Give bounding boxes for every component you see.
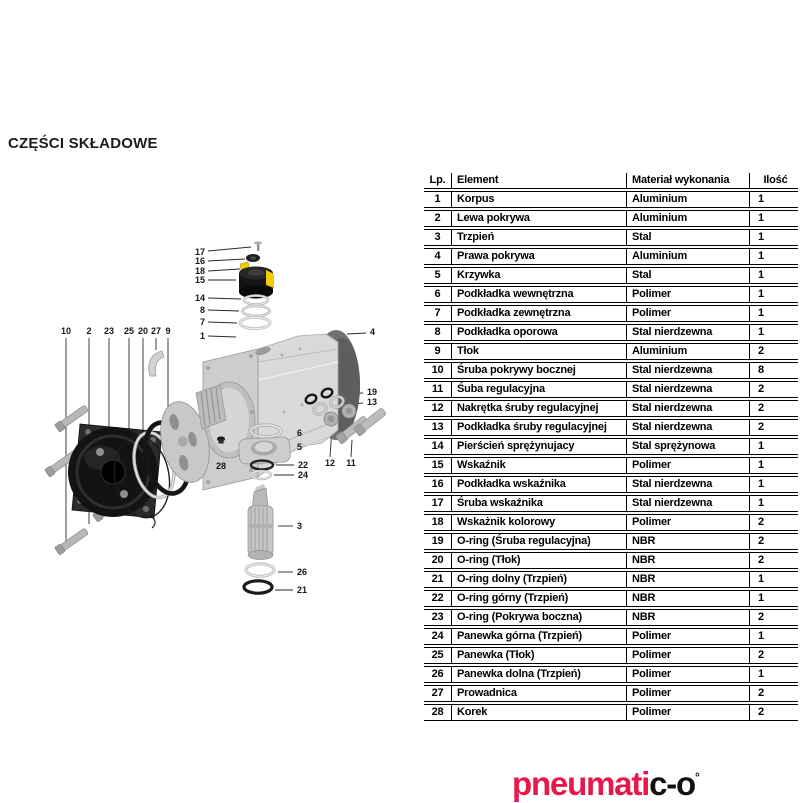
lp-cell: 11: [424, 381, 451, 398]
lp-cell: 8: [424, 324, 451, 341]
element-cell: Śruba wskaźnika: [451, 495, 626, 512]
table-row: [424, 571, 798, 588]
table-row: [424, 609, 798, 626]
element-cell: Podkładka wskaźnika: [451, 476, 626, 493]
element-cell: Śuba regulacyjna: [451, 381, 626, 398]
callout-number-20: 20: [137, 326, 149, 336]
qty-cell: 2: [749, 514, 798, 531]
qty-cell: 1: [749, 590, 798, 607]
element-cell: Panewka (Tłok): [451, 647, 626, 664]
table-row: [424, 248, 798, 265]
qty-cell: 1: [749, 267, 798, 284]
left-cover-assembly: [45, 351, 226, 555]
callout-number-23: 23: [103, 326, 115, 336]
qty-cell: 1: [749, 229, 798, 246]
callout-number-14: 14: [194, 293, 205, 303]
callout-number-25: 25: [123, 326, 135, 336]
material-cell: NBR: [626, 609, 749, 626]
element-cell: Śruba pokrywy bocznej: [451, 362, 626, 379]
element-cell: Prawa pokrywa: [451, 248, 626, 265]
callout-number-28: 28: [215, 461, 227, 471]
leader-line-18: [208, 269, 240, 271]
qty-cell: 1: [749, 286, 798, 303]
material-cell: NBR: [626, 590, 749, 607]
element-cell: O-ring (Tłok): [451, 552, 626, 569]
material-cell: Stal nierdzewna: [626, 362, 749, 379]
header-lp: Lp.: [424, 173, 451, 189]
indicator-assembly: [239, 241, 274, 328]
material-cell: Aluminium: [626, 343, 749, 360]
element-cell: Podkładka śruby regulacyjnej: [451, 419, 626, 436]
lp-cell: 6: [424, 286, 451, 303]
qty-cell: 1: [749, 248, 798, 265]
header-material: Materiał wykonania: [626, 173, 749, 189]
lp-cell: 23: [424, 609, 451, 626]
leader-line-4: [347, 333, 366, 334]
element-cell: Korek: [451, 704, 626, 721]
table-row: [424, 362, 798, 379]
logo-text-red: pneumati: [512, 765, 650, 802]
callout-number-5: 5: [297, 442, 303, 452]
lp-cell: 16: [424, 476, 451, 493]
qty-cell: 1: [749, 191, 798, 208]
qty-cell: 1: [749, 666, 798, 683]
callout-number-1: 1: [199, 331, 205, 341]
material-cell: Stal nierdzewna: [626, 476, 749, 493]
callout-number-17: 17: [194, 247, 205, 257]
qty-cell: 2: [749, 609, 798, 626]
page-title: CZĘŚCI SKŁADOWE: [8, 135, 158, 152]
material-cell: NBR: [626, 533, 749, 550]
callout-number-15: 15: [194, 275, 205, 285]
logo-registered-mark: °: [695, 770, 700, 784]
qty-cell: 2: [749, 419, 798, 436]
qty-cell: 1: [749, 495, 798, 512]
header-qty: Ilość: [749, 173, 798, 189]
material-cell: Polimer: [626, 647, 749, 664]
callout-number-10: 10: [60, 326, 72, 336]
element-cell: Wskażnik kolorowy: [451, 514, 626, 531]
lp-cell: 4: [424, 248, 451, 265]
lp-cell: 19: [424, 533, 451, 550]
material-cell: Polimer: [626, 286, 749, 303]
element-cell: Krzywka: [451, 267, 626, 284]
callout-number-18: 18: [194, 266, 205, 276]
table-row: [424, 305, 798, 322]
material-cell: Polimer: [626, 628, 749, 645]
element-cell: Pierścień sprężynujacy: [451, 438, 626, 455]
table-row: [424, 400, 798, 417]
qty-cell: 1: [749, 324, 798, 341]
table-row: [424, 286, 798, 303]
element-cell: O-ring górny (Trzpień): [451, 590, 626, 607]
lp-cell: 2: [424, 210, 451, 227]
qty-cell: 2: [749, 552, 798, 569]
material-cell: Aluminium: [626, 248, 749, 265]
lp-cell: 24: [424, 628, 451, 645]
lp-cell: 14: [424, 438, 451, 455]
exploded-parts-diagram: [40, 236, 390, 606]
element-cell: Nakrętka śruby regulacyjnej: [451, 400, 626, 417]
element-cell: Trzpień: [451, 229, 626, 246]
callout-number-3: 3: [297, 521, 303, 531]
qty-cell: 2: [749, 647, 798, 664]
lp-cell: 18: [424, 514, 451, 531]
header-element: Element: [451, 173, 626, 189]
material-cell: Aluminium: [626, 210, 749, 227]
table-row: [424, 590, 798, 607]
material-cell: NBR: [626, 571, 749, 588]
leader-line-7: [208, 322, 237, 323]
qty-cell: 1: [749, 210, 798, 227]
logo-text-black: c-o: [649, 765, 695, 802]
table-row: [424, 210, 798, 227]
element-cell: Tłok: [451, 343, 626, 360]
callout-number-6: 6: [297, 428, 303, 438]
qty-cell: 2: [749, 533, 798, 550]
callout-number-27: 27: [150, 326, 162, 336]
qty-cell: 1: [749, 438, 798, 455]
brand-logo: [512, 758, 700, 803]
element-cell: Podkładka oporowa: [451, 324, 626, 341]
leader-line-16: [208, 259, 245, 261]
qty-cell: 2: [749, 381, 798, 398]
qty-cell: 8: [749, 362, 798, 379]
leader-line-1: [208, 336, 236, 337]
callout-number-24: 24: [298, 470, 309, 480]
leader-line-17: [208, 247, 251, 251]
qty-cell: 2: [749, 685, 798, 702]
material-cell: Stal nierdzewna: [626, 381, 749, 398]
element-cell: Wskaźnik: [451, 457, 626, 474]
callout-number-22: 22: [298, 460, 309, 470]
lp-cell: 15: [424, 457, 451, 474]
table-row: [424, 552, 798, 569]
lp-cell: 7: [424, 305, 451, 322]
element-cell: O-ring dolny (Trzpień): [451, 571, 626, 588]
qty-cell: 2: [749, 400, 798, 417]
qty-cell: 2: [749, 704, 798, 721]
guide-strip: [149, 351, 164, 376]
element-cell: O-ring (Śruba regulacyjna): [451, 533, 626, 550]
qty-cell: 1: [749, 476, 798, 493]
material-cell: Aluminium: [626, 191, 749, 208]
parts-table-body: [424, 191, 798, 721]
material-cell: Stal sprężynowa: [626, 438, 749, 455]
leader-line-11: [351, 440, 352, 457]
table-row: [424, 267, 798, 284]
lp-cell: 25: [424, 647, 451, 664]
material-cell: Polimer: [626, 514, 749, 531]
lp-cell: 1: [424, 191, 451, 208]
table-row: [424, 647, 798, 664]
element-cell: Panewka dolna (Trzpień): [451, 666, 626, 683]
table-row: [424, 457, 798, 474]
callout-number-26: 26: [297, 567, 308, 577]
callout-number-7: 7: [199, 317, 205, 327]
element-cell: Panewka górna (Trzpień): [451, 628, 626, 645]
table-row: [424, 343, 798, 360]
pinion-shaft: [248, 484, 273, 560]
material-cell: Stal nierdzewna: [626, 495, 749, 512]
parts-table: [424, 171, 798, 723]
leader-line-14: [208, 298, 241, 299]
lp-cell: 20: [424, 552, 451, 569]
lp-cell: 22: [424, 590, 451, 607]
element-cell: Lewa pokrywa: [451, 210, 626, 227]
lp-cell: 5: [424, 267, 451, 284]
element-cell: Korpus: [451, 191, 626, 208]
callout-number-8: 8: [199, 305, 205, 315]
lp-cell: 12: [424, 400, 451, 417]
table-row: [424, 628, 798, 645]
qty-cell: 1: [749, 305, 798, 322]
qty-cell: 1: [749, 457, 798, 474]
cover-bolt: [55, 527, 90, 555]
qty-cell: 1: [749, 571, 798, 588]
material-cell: Polimer: [626, 305, 749, 322]
material-cell: Polimer: [626, 666, 749, 683]
material-cell: Polimer: [626, 457, 749, 474]
material-cell: Stal nierdzewna: [626, 400, 749, 417]
qty-cell: 2: [749, 343, 798, 360]
material-cell: NBR: [626, 552, 749, 569]
callout-number-2: 2: [86, 326, 92, 336]
lp-cell: 27: [424, 685, 451, 702]
lp-cell: 26: [424, 666, 451, 683]
callout-number-12: 12: [324, 458, 336, 468]
table-header-row: [424, 173, 798, 189]
callout-number-13: 13: [367, 397, 378, 407]
callout-number-4: 4: [370, 327, 376, 337]
lp-cell: 10: [424, 362, 451, 379]
callout-number-11: 11: [346, 458, 356, 468]
lp-cell: 13: [424, 419, 451, 436]
table-row: [424, 229, 798, 246]
table-row: [424, 704, 798, 721]
lp-cell: 9: [424, 343, 451, 360]
material-cell: Stal nierdzewna: [626, 324, 749, 341]
table-row: [424, 381, 798, 398]
material-cell: Stal nierdzewna: [626, 419, 749, 436]
table-row: [424, 476, 798, 493]
material-cell: Polimer: [626, 704, 749, 721]
element-cell: Podkładka wewnętrzna: [451, 286, 626, 303]
leader-line-8: [208, 310, 239, 311]
table-row: [424, 666, 798, 683]
table-row: [424, 685, 798, 702]
element-cell: O-ring (Pokrywa boczna): [451, 609, 626, 626]
lower-o-ring: [244, 581, 272, 593]
callout-number-9: 9: [165, 326, 171, 336]
table-row: [424, 514, 798, 531]
callout-number-21: 21: [297, 585, 308, 595]
lp-cell: 28: [424, 704, 451, 721]
element-cell: Podkładka zewnętrzna: [451, 305, 626, 322]
qty-cell: 1: [749, 628, 798, 645]
table-row: [424, 495, 798, 512]
lp-cell: 17: [424, 495, 451, 512]
lp-cell: 3: [424, 229, 451, 246]
table-row: [424, 191, 798, 208]
material-cell: Stal: [626, 229, 749, 246]
lp-cell: 21: [424, 571, 451, 588]
callout-number-16: 16: [194, 256, 205, 266]
material-cell: Stal: [626, 267, 749, 284]
table-row: [424, 324, 798, 341]
table-row: [424, 419, 798, 436]
material-cell: Polimer: [626, 685, 749, 702]
table-row: [424, 533, 798, 550]
callout-number-19: 19: [367, 387, 378, 397]
element-cell: Prowadnica: [451, 685, 626, 702]
table-row: [424, 438, 798, 455]
